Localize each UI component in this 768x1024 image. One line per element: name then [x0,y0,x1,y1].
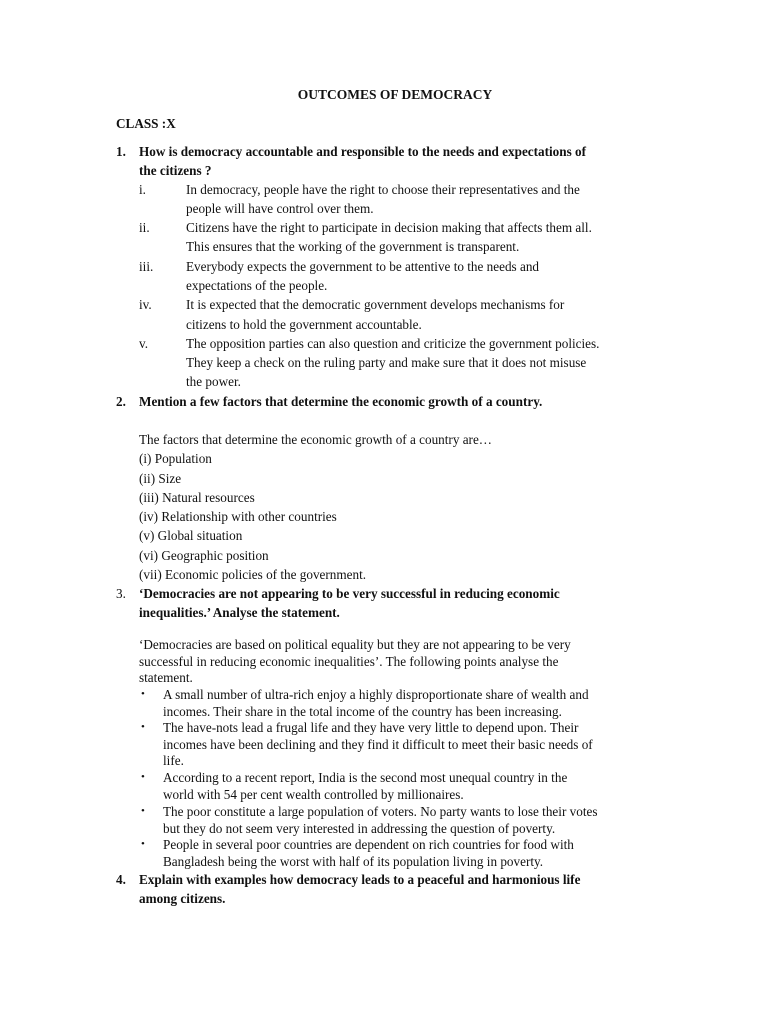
question-text-line: Explain with examples how democracy leads to a peaceful and harmonious life [139,872,581,887]
roman-numeral: i. [139,182,146,197]
answer-intro: statement. [139,670,193,685]
answer-line: In democracy, people have the right to choose their representatives and the [186,182,580,197]
roman-numeral: iii. [139,259,154,274]
answer-line: the power. [186,374,241,389]
bullet-text: A small number of ultra-rich enjoy a highly disproportionate share of wealth and [163,687,589,702]
factor-item: (v) Global situation [139,528,243,543]
answer-line: expectations of the people. [186,278,328,293]
bullet-text: life. [163,753,184,768]
answer-intro: successful in reducing economic inequalities’. The following points analyse the [139,654,559,669]
answer-line: Everybody expects the government to be attentive to the needs and [186,259,540,274]
bullet-text: People in several poor countries are dependent on rich countries for food with [163,837,574,852]
question-text-line: the citizens ? [139,163,212,178]
answer-line: citizens to hold the government accountable. [186,317,422,332]
bullet-text: The poor constitute a large population of voters. No party wants to lose their votes [163,804,598,819]
bullet-text: incomes. Their share in the total income of the country has been increasing. [163,704,562,719]
question-text-line: inequalities.’ Analyse the statement. [139,605,340,620]
factor-item: (vii) Economic policies of the government. [139,567,367,582]
bullet-text: The have-nots lead a frugal life and they have very little to depend upon. Their [163,720,579,735]
question-text-line: Mention a few factors that determine the economic growth of a country. [139,394,543,409]
answer-line: Citizens have the right to participate in decision making that affects them all. [186,220,592,235]
question-number: 2. [116,394,126,409]
answer-line: This ensures that the working of the government is transparent. [186,239,520,254]
answer-intro: ‘Democracies are based on political equality but they are not appearing to be very [139,637,571,652]
roman-numeral: v. [139,336,149,351]
bullet-text: world with 54 per cent wealth controlled by millionaires. [163,787,464,802]
roman-numeral: iv. [139,297,152,312]
bullet-text: but they do not seem very interested in addressing the question of poverty. [163,821,556,836]
factor-item: (ii) Size [139,471,182,486]
bullet-icon: • [141,721,145,733]
answer-line: people will have control over them. [186,201,374,216]
bullet-text: Bangladesh being the worst with half of its population living in poverty. [163,854,544,869]
roman-numeral: ii. [139,220,150,235]
factor-item: (iii) Natural resources [139,490,255,505]
factor-item: (vi) Geographic position [139,548,269,563]
bullet-icon: • [141,688,145,700]
bullet-icon: • [141,838,145,850]
factor-item: (iv) Relationship with other countries [139,509,337,524]
class-label: CLASS :X [116,116,176,131]
question-text-line: ‘Democracies are not appearing to be very successful in reducing economic [139,586,560,601]
bullet-icon: • [141,805,145,817]
factor-item: (i) Population [139,451,212,466]
answer-line: It is expected that the democratic government develops mechanisms for [186,297,565,312]
question-number: 1. [116,144,126,159]
question-text-line: How is democracy accountable and responsible to the needs and expectations of [139,144,587,159]
question-number: 4. [116,872,126,887]
bullet-text: incomes have been declining and they find it difficult to meet their basic needs of [163,737,593,752]
question-number: 3. [116,586,126,601]
bullet-icon: • [141,771,145,783]
answer-line: The opposition parties can also question and criticize the government policies. [186,336,600,351]
page-title: OUTCOMES OF DEMOCRACY [297,87,493,102]
bullet-text: According to a recent report, India is the second most unequal country in the [163,770,568,785]
answer-line: They keep a check on the ruling party and make sure that it does not misuse [186,355,587,370]
answer-intro: The factors that determine the economic growth of a country are… [139,432,492,447]
question-text-line: among citizens. [139,891,226,906]
